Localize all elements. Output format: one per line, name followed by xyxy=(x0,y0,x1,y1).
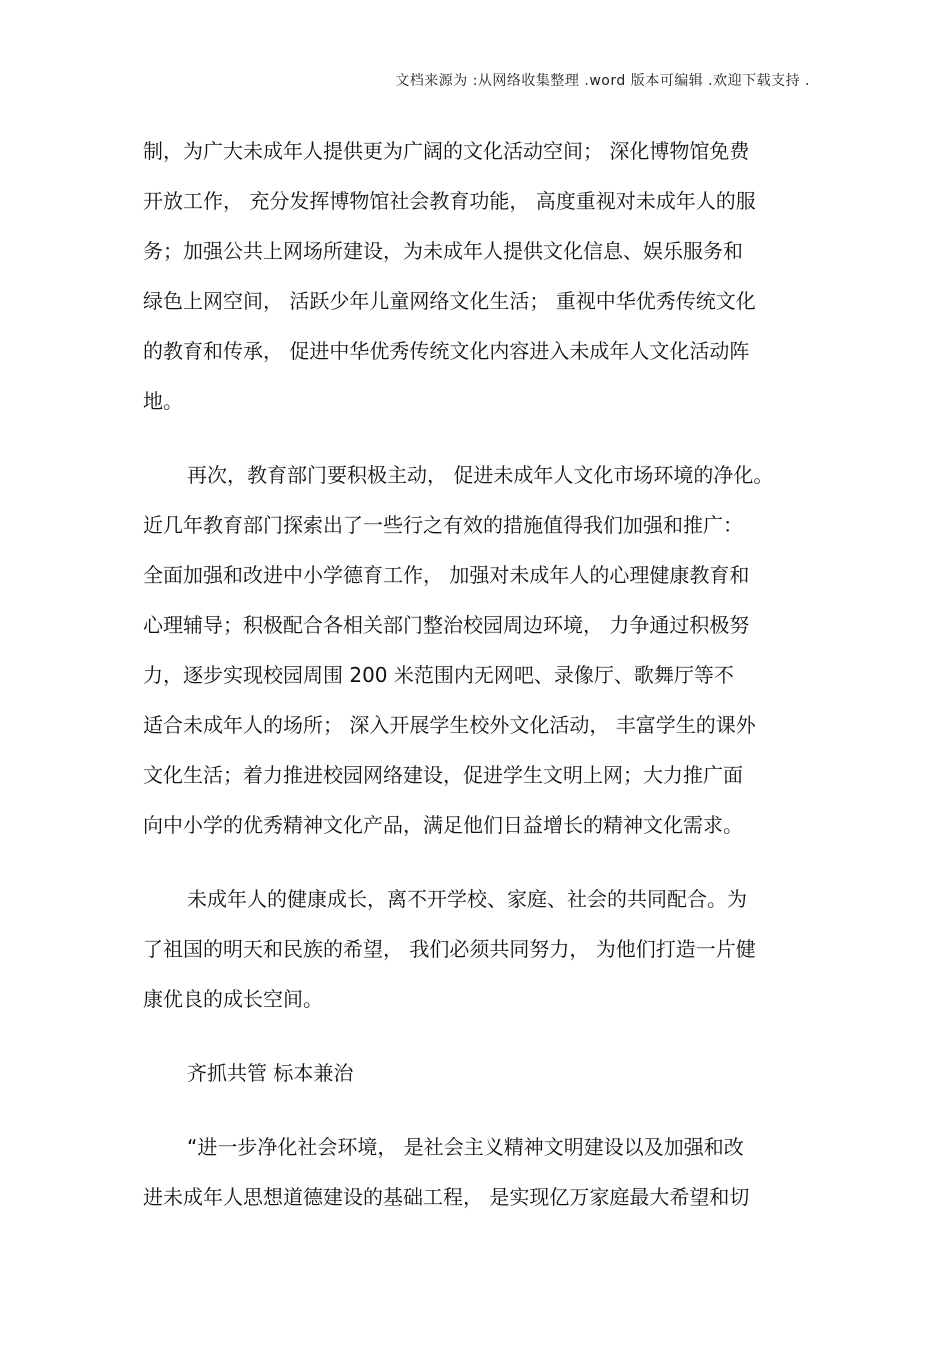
text-line: 文化生活；着力推进校园网络建设，促进学生文明上网；大力推广面 xyxy=(143,763,743,787)
paragraph-3 xyxy=(143,874,808,1024)
paragraph-1 xyxy=(143,126,808,426)
text-line: 再次，教育部门要积极主动， 促进未成年人文化市场环境的净化。 xyxy=(187,463,774,487)
text-line: 务；加强公共上网场所建设，为未成年人提供文化信息、娱乐服务和 xyxy=(143,239,743,263)
text-line: 近几年教育部门探索出了一些行之有效的措施值得我们加强和推广： xyxy=(143,513,743,537)
document-body xyxy=(143,126,808,1246)
text-line: 地。 xyxy=(143,389,183,413)
text-line: 齐抓共管 标本兼治 xyxy=(187,1061,354,1085)
text-line: 力，逐步实现校园周围 200 米范围内无网吧、录像厅、歌舞厅等不 xyxy=(143,663,734,687)
text-line: 心理辅导；积极配合各相关部门整治校园周边环境， 力争通过积极努 xyxy=(143,613,750,637)
paragraph-5 xyxy=(143,1122,808,1222)
text-line: 进未成年人思想道德建设的基础工程， 是实现亿万家庭最大希望和切 xyxy=(143,1185,750,1209)
text-line: 了祖国的明天和民族的希望， 我们必须共同努力， 为他们打造一片健 xyxy=(143,937,756,961)
text-line: 未成年人的健康成长，离不开学校、家庭、社会的共同配合。为 xyxy=(187,887,747,911)
text-line: 的教育和传承， 促进中华优秀传统文化内容进入未成年人文化活动阵 xyxy=(143,339,750,363)
text-line: 向中小学的优秀精神文化产品，满足他们日益增长的精神文化需求。 xyxy=(143,813,743,837)
page-header: 文档来源为 :从网络收集整理 .word 版本可编辑 .欢迎下载支持 . xyxy=(395,73,810,89)
text-line: 适合未成年人的场所； 深入开展学生校外文化活动， 丰富学生的课外 xyxy=(143,713,756,737)
text-line: 开放工作， 充分发挥博物馆社会教育功能， 高度重视对未成年人的服 xyxy=(143,189,756,213)
paragraph-2 xyxy=(143,450,808,850)
text-line: 全面加强和改进中小学德育工作， 加强对未成年人的心理健康教育和 xyxy=(143,563,750,587)
text-line: 制，为广大未成年人提供更为广阔的文化活动空间； 深化博物馆免费 xyxy=(143,139,750,163)
text-line: 康优良的成长空间。 xyxy=(143,987,323,1011)
text-line: 绿色上网空间， 活跃少年儿童网络文化生活； 重视中华优秀传统文化 xyxy=(143,289,756,313)
section-heading xyxy=(143,1048,808,1098)
text-line: “进一步净化社会环境， 是社会主义精神文明建设以及加强和改 xyxy=(187,1135,744,1159)
